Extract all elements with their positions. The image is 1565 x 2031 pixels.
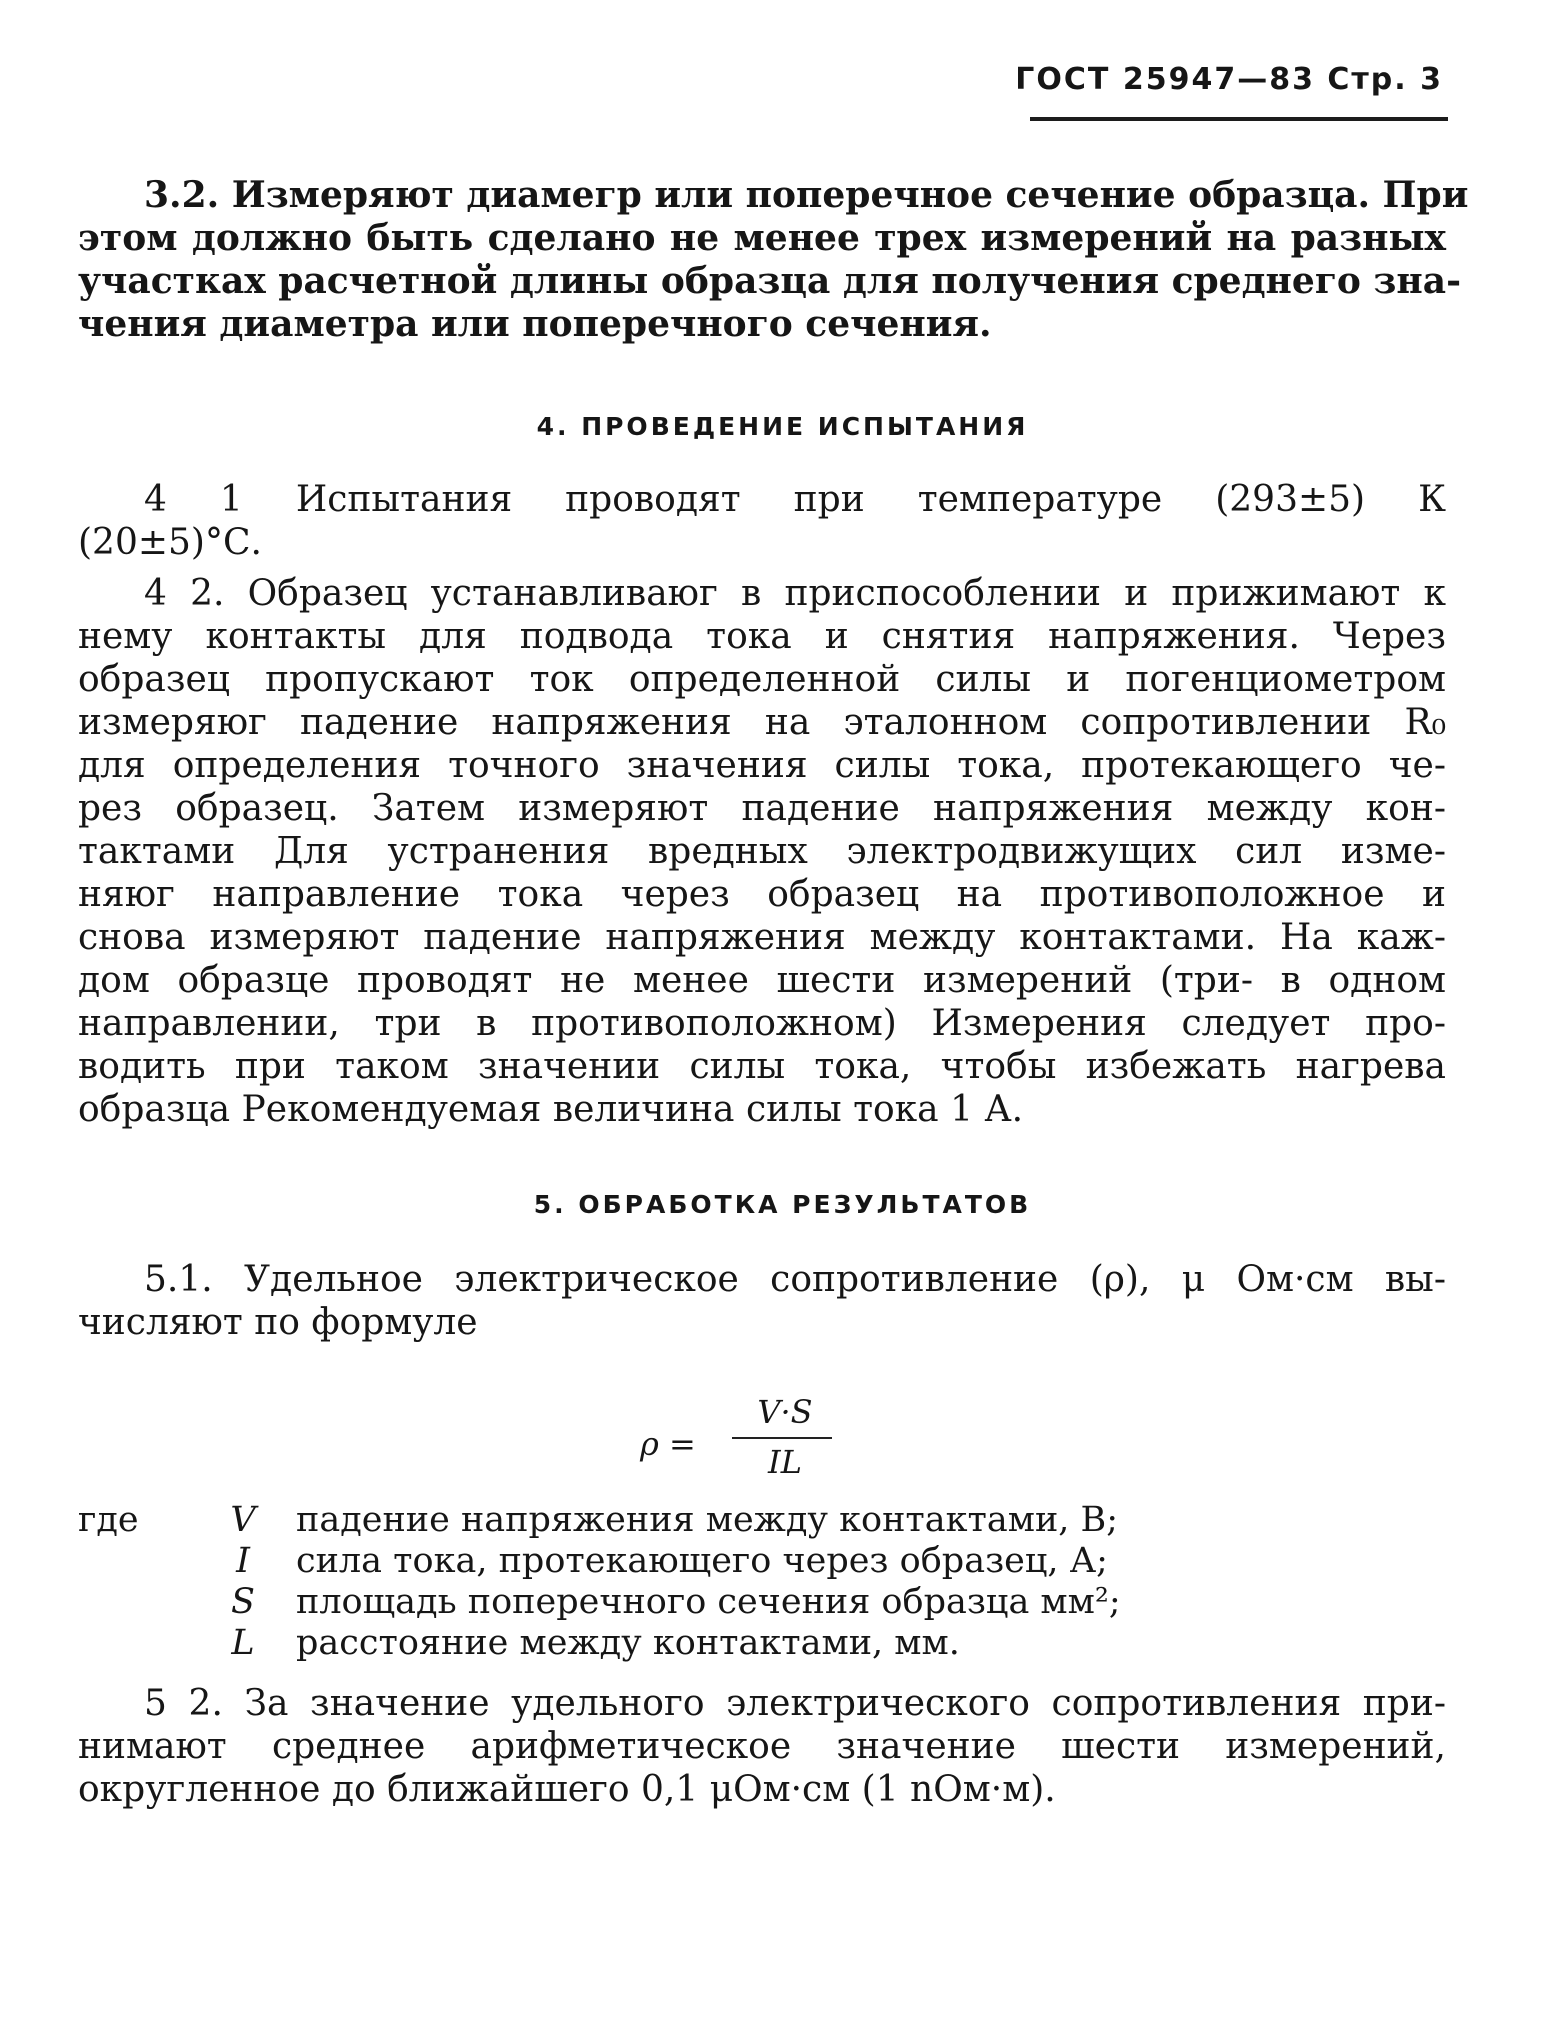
paragraph-5-2 [78, 1682, 1446, 1811]
text-line: направлении, три в противоположном) Измерения следует про- [78, 1003, 1446, 1044]
variable-definitions [78, 1500, 1446, 1664]
variable-symbol: I [236, 1541, 250, 1581]
text-line: (20±5)°С. [78, 522, 262, 563]
variable-row [78, 1623, 1446, 1664]
text-line: рез образец. Затем измеряют падение напряжения между кон- [78, 788, 1446, 829]
text-line: няюг направление тока через образец на противоположное и [78, 874, 1446, 915]
paragraph-3-2 [78, 174, 1469, 346]
where-word: где [78, 1500, 139, 1540]
resistivity-formula [640, 1395, 870, 1495]
section-4-title: 4. ПРОВЕДЕНИЕ ИСПЫТАНИЯ [536, 412, 1029, 441]
text-line: участках расчетной длины образца для получения среднего зна- [78, 260, 1462, 302]
variable-description: расстояние между контактами, мм. [296, 1623, 960, 1663]
text-line: образец пропускают ток определенной силы и погенциометром [78, 659, 1446, 700]
variable-symbol: L [231, 1623, 255, 1663]
text-line: округленное до ближайшего 0,1 μОм·см (1 nОм·м). [78, 1769, 1056, 1810]
text-line: образца Рекомендуемая величина силы тока 1 А. [78, 1089, 1024, 1130]
formula-lhs: ρ = [640, 1425, 696, 1463]
paragraph-4-2 [78, 572, 1446, 1131]
text-line: чения диаметра или поперечного сечения. [78, 303, 992, 345]
formula-denominator: IL [768, 1443, 802, 1481]
text-line: числяют по формуле [78, 1302, 478, 1343]
variable-description: сила тока, протекающего через образец, А; [296, 1541, 1108, 1581]
text-line: измеряюг падение напряжения на эталонном сопротивлении R₀ [78, 702, 1446, 743]
text-line: 5.1. Удельное электрическое сопротивление (ρ), μ Ом·см вы- [144, 1259, 1446, 1300]
formula-numerator: V·S [757, 1393, 813, 1431]
variable-row [78, 1582, 1446, 1623]
text-line: нему контакты для подвода тока и снятия напряжения. Через [78, 616, 1446, 657]
fraction-bar [732, 1437, 832, 1439]
text-line: 3.2. Измеряют диамегр или поперечное сечение образца. При [144, 174, 1469, 216]
text-line: нимают среднее арифметическое значение шести измерений, [78, 1726, 1446, 1767]
text-line: водить при таком значении силы тока, чтобы избежать нагрева [78, 1046, 1446, 1087]
variable-symbol: V [230, 1500, 256, 1540]
text-line: для определения точного значения силы тока, протекающего че- [78, 745, 1446, 786]
header-rule [1030, 117, 1448, 121]
text-line: тактами Для устранения вредных электродвижущих сил изме- [78, 831, 1446, 872]
text-line: 4 2. Образец устанавливаюг в приспособлении и прижимают к [144, 573, 1446, 614]
running-head: ГОСТ 25947—83 Стр. 3 [1015, 62, 1443, 97]
paragraph-4-1 [78, 478, 1446, 564]
variable-row [78, 1500, 1446, 1541]
variable-description: падение напряжения между контактами, В; [296, 1500, 1119, 1540]
variable-description: площадь поперечного сечения образца мм²; [296, 1582, 1121, 1622]
paragraph-5-1 [78, 1258, 1446, 1344]
variable-row [78, 1541, 1446, 1582]
variable-symbol: S [231, 1582, 255, 1622]
text-line: 4 1 Испытания проводят при температуре (293±5) К [144, 479, 1446, 520]
text-line: дом образце проводят не менее шести измерений (три- в одном [78, 960, 1446, 1001]
section-5-title: 5. ОБРАБОТКА РЕЗУЛЬТАТОВ [533, 1190, 1032, 1219]
text-line: снова измеряют падение напряжения между контактами. На каж- [78, 917, 1446, 958]
text-line: этом должно быть сделано не менее трех измерений на разных [78, 217, 1446, 259]
text-line: 5 2. За значение удельного электрического сопротивления при- [144, 1683, 1446, 1724]
